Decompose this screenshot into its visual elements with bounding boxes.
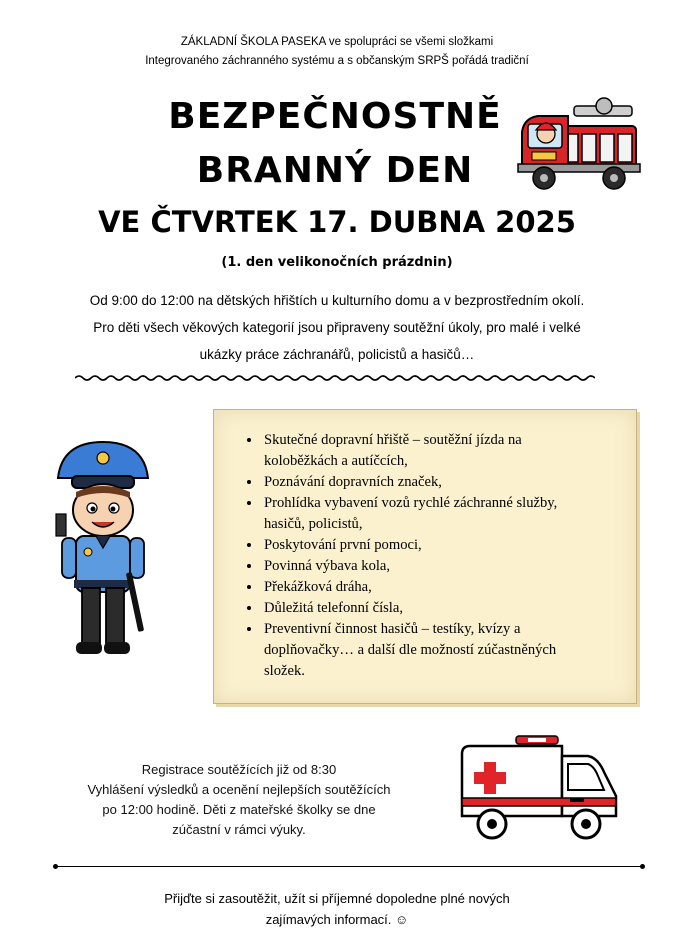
registration-line-3: po 12:00 hodině. Děti z mateřské školky se dne	[102, 802, 376, 817]
registration-info	[56, 760, 422, 840]
list-item: • Skutečné dopravní hřiště – soutěžní jízda na koloběžkách a autíčcích,	[262, 430, 584, 472]
activities-list	[214, 430, 636, 682]
title-line-1: BEZPEČNOSTNĚ	[168, 96, 502, 137]
closing-line-1: Přijďte si zasoutěžit, užít si příjemné dopoledne plné nových	[164, 891, 510, 906]
list-item: • Poznávání dopravních značek,	[262, 472, 584, 493]
ambulance-illustration	[458, 732, 622, 844]
police-officer-illustration	[48, 440, 158, 662]
list-item: • Povinná výbava kola,	[262, 556, 584, 577]
organizer-line-1: ZÁKLADNÍ ŠKOLA PASEKA ve spolupráci se všemi složkami	[180, 36, 494, 48]
description-line-1: Od 9:00 do 12:00 na dětských hřištích u kulturního domu a v bezprostředním okolí.	[89, 293, 585, 308]
fire-truck-illustration	[516, 96, 646, 192]
event-date: VE ČTVRTEK 17. DUBNA 2025	[98, 205, 576, 239]
registration-line-2: Vyhlášení výsledků a ocenění nejlepších soutěžících	[87, 782, 391, 797]
activities-scroll	[213, 409, 637, 704]
closing-line-2: zajímavých informací. ☺	[265, 912, 409, 927]
holiday-note: (1. den velikonočních prázdnin)	[221, 255, 453, 270]
description-line-2: Pro děti všech věkových kategorií jsou připraveny soutěžní úkoly, pro malé i velké	[93, 320, 581, 335]
registration-line-1: Registrace soutěžících již od 8:30	[141, 762, 337, 777]
list-item: • Prohlídka vybavení vozů rychlé záchranné služby, hasičů, policistů,	[262, 493, 584, 535]
list-item: • Důležitá telefonní čísla,	[262, 598, 584, 619]
description-line-3: ukázky práce záchranářů, policistů a hasičů…	[199, 347, 475, 362]
registration-line-4: zúčastní v rámci výuky.	[172, 822, 306, 837]
title-line-2: BRANNÝ DEN	[196, 150, 474, 191]
closing-invitation	[100, 888, 574, 930]
list-item: • Překážková dráha,	[262, 577, 584, 598]
organizer-line-2: Integrovaného záchranného systému a s občanským SRPŠ pořádá tradiční	[145, 55, 529, 67]
list-item: • Preventivní činnost hasičů – testíky, kvízy a doplňovačky… a další dle možností zúčastněných složek.	[262, 619, 584, 682]
event-description	[40, 287, 634, 368]
footer-divider	[56, 866, 642, 867]
organizer-intro	[100, 33, 574, 71]
list-item: • Poskytování první pomoci,	[262, 535, 584, 556]
wavy-divider	[75, 374, 595, 382]
